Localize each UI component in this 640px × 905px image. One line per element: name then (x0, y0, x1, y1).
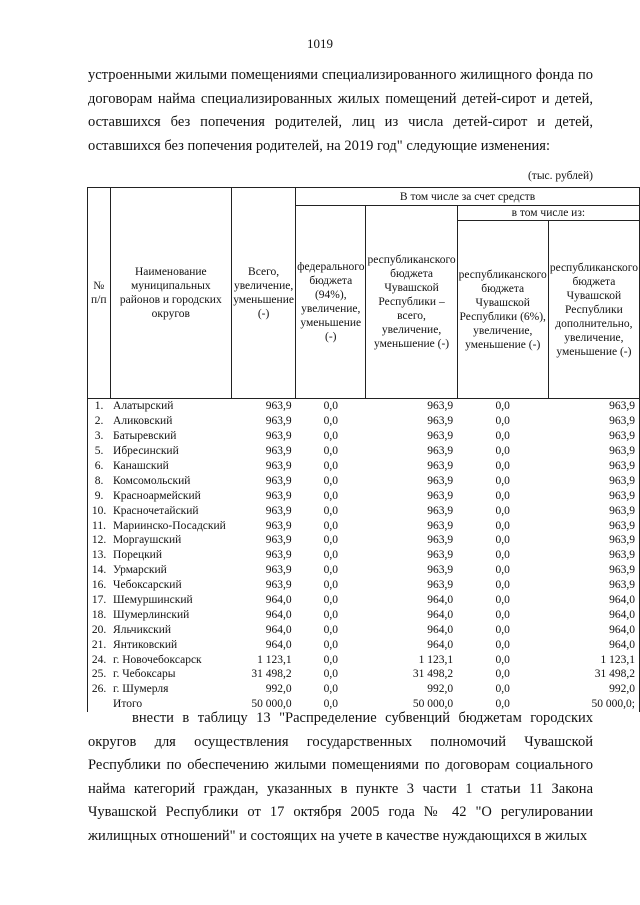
row-republic: 963,9 (427, 474, 454, 487)
row-republic: 963,9 (427, 549, 454, 562)
row-repextra: 963,9 (609, 489, 635, 502)
row-repextra: 963,9 (609, 445, 635, 458)
table-row (88, 652, 640, 667)
row-republic: 963,9 (427, 564, 454, 577)
row-federal: 0,0 (323, 504, 338, 517)
row-total: 963,9 (265, 504, 292, 517)
row-republic: 964,0 (427, 638, 454, 651)
row-number: 17. (91, 594, 107, 607)
row-number: 18. (91, 608, 107, 621)
row-rep6: 0,0 (495, 549, 510, 562)
row-total: 963,9 (265, 549, 292, 562)
row-rep6: 0,0 (495, 623, 510, 636)
row-republic: 963,9 (427, 430, 454, 443)
header-republic: республиканского бюджета Чувашской Республики – всего, увеличение, уменьшение (-) (366, 206, 457, 399)
row-total: 963,9 (265, 445, 292, 458)
row-federal: 0,0 (323, 445, 338, 458)
table-row (88, 593, 640, 608)
table-row (88, 488, 640, 503)
row-federal: 0,0 (323, 474, 338, 487)
row-total: 963,9 (265, 474, 292, 487)
row-total: 963,9 (265, 519, 292, 532)
row-total: 964,0 (265, 594, 292, 607)
table-row (88, 622, 640, 637)
row-repextra: 963,9 (609, 549, 635, 562)
header-total: Всего, увеличение, уменьшение (-) (232, 188, 296, 399)
row-number: 2. (94, 415, 104, 428)
row-repextra: 963,9 (609, 430, 635, 443)
row-name: Алатырский (113, 400, 174, 413)
row-federal: 0,0 (323, 594, 338, 607)
row-name: Красноармейский (113, 489, 201, 502)
row-republic: 964,0 (427, 608, 454, 621)
table-row (88, 563, 640, 578)
row-repextra: 963,9 (609, 579, 635, 592)
row-republic: 50 000,0 (412, 698, 454, 711)
table-row (88, 444, 640, 459)
row-repextra: 31 498,2 (594, 668, 635, 681)
row-federal: 0,0 (323, 519, 338, 532)
row-total: 992,0 (265, 683, 292, 696)
row-republic: 1 123,1 (418, 653, 454, 666)
row-name: г. Чебоксары (113, 668, 176, 681)
row-federal: 0,0 (323, 549, 338, 562)
row-rep6: 0,0 (495, 519, 510, 532)
row-repextra: 992,0 (609, 683, 635, 696)
row-name: Канашский (113, 460, 169, 472)
row-republic: 992,0 (427, 683, 454, 696)
row-name: Яльчикский (113, 623, 172, 636)
row-name: Янтиковский (113, 638, 178, 651)
row-name: Чебоксарский (113, 579, 182, 592)
row-federal: 0,0 (323, 683, 338, 696)
row-rep6: 0,0 (495, 594, 510, 607)
row-rep6: 0,0 (495, 579, 510, 592)
row-rep6: 0,0 (495, 683, 510, 696)
row-name: Комсомольский (113, 474, 191, 487)
row-repextra: 50 000,0; (591, 698, 635, 711)
row-number: 24. (91, 653, 107, 666)
row-total: 963,9 (265, 564, 292, 577)
row-republic: 963,9 (427, 579, 454, 592)
row-federal: 0,0 (323, 668, 338, 681)
row-name: Моргаушский (113, 534, 182, 547)
row-rep6: 0,0 (495, 489, 510, 502)
row-repextra: 963,9 (609, 504, 635, 517)
table-row (88, 473, 640, 488)
row-name: г. Шумерля (113, 683, 169, 696)
row-federal: 0,0 (323, 608, 338, 621)
row-federal: 0,0 (323, 400, 338, 413)
row-repextra: 963,9 (609, 474, 635, 487)
row-repextra: 963,9 (609, 400, 635, 413)
row-rep6: 0,0 (495, 668, 510, 681)
header-group: В том числе за счет средств (296, 188, 640, 206)
row-number: 5. (94, 445, 104, 458)
row-number: 8. (94, 474, 104, 487)
row-federal: 0,0 (323, 638, 338, 651)
intro-paragraph: устроенными жилыми помещениями специализированного жилищного фонда по договорам найма специализированных жилых помещений детей-сирот и детей, оставшихся без попечения родителей, лиц из числа детей-сирот и детей, оставшихся без попечения родителей, на 2019 год" следующие изменения: (88, 67, 593, 154)
table-row (88, 503, 640, 518)
row-total: 963,9 (265, 400, 292, 413)
row-republic: 964,0 (427, 623, 454, 636)
row-total: 963,9 (265, 415, 292, 428)
closing-paragraph: внести в таблицу 13 "Распределение субвенций бюджетам городских округов для осуществления государственных полномочий Чувашской Республики по обеспечению жилыми помещениями по договорам социального найма категорий граждан, указанных в пункте 3 части 1 статьи 11 Закона Чувашской Республики от 17 октября 2005 года № 42 "О регулировании жилищных отношений" и состоящих на учете в качестве нуждающихся в жилых (88, 710, 593, 844)
row-republic: 963,9 (427, 460, 454, 472)
row-republic: 963,9 (427, 534, 454, 547)
row-number: 9. (94, 489, 104, 502)
row-total: 1 123,1 (257, 653, 292, 666)
row-repextra: 963,9 (609, 519, 635, 532)
row-name: г. Новочебоксарск (113, 653, 202, 666)
table-row (88, 429, 640, 444)
row-republic: 963,9 (427, 415, 454, 428)
table-row (88, 414, 640, 429)
header-federal: федерального бюджета (94%), увеличение, уменьшение (-) (296, 206, 366, 399)
header-rep6: республиканского бюджета Чувашской Республики (6%), увеличение, уменьшение (-) (457, 221, 548, 399)
row-rep6: 0,0 (495, 608, 510, 621)
row-rep6: 0,0 (495, 638, 510, 651)
header-subgroup: в том числе из: (457, 206, 639, 221)
row-number: 20. (91, 623, 107, 636)
subsidy-table (87, 187, 640, 712)
row-name: Аликовский (113, 415, 173, 428)
row-number: 1. (94, 400, 104, 413)
row-republic: 963,9 (427, 519, 454, 532)
row-republic: 964,0 (427, 594, 454, 607)
row-total: 964,0 (265, 638, 292, 651)
row-total: 964,0 (265, 623, 292, 636)
row-federal: 0,0 (323, 489, 338, 502)
table-row (88, 399, 640, 414)
row-repextra: 964,0 (609, 594, 635, 607)
header-repextra: республиканского бюджета Чувашской Республики дополнительно, увеличение, уменьшение (-) (548, 221, 639, 399)
row-rep6: 0,0 (495, 534, 510, 547)
row-rep6: 0,0 (495, 474, 510, 487)
row-repextra: 963,9 (609, 564, 635, 577)
row-name: Порецкий (113, 549, 162, 562)
row-rep6: 0,0 (495, 504, 510, 517)
row-rep6: 0,0 (495, 564, 510, 577)
row-rep6: 0,0 (495, 400, 510, 413)
header-num: № п/п (88, 188, 111, 399)
table-row (88, 578, 640, 593)
row-total: 963,9 (265, 460, 292, 472)
row-federal: 0,0 (323, 415, 338, 428)
row-number: 10. (91, 504, 107, 517)
row-name: Батыревский (113, 430, 177, 443)
row-repextra: 963,9 (609, 415, 635, 428)
row-total: 963,9 (265, 534, 292, 547)
row-republic: 31 498,2 (412, 668, 454, 681)
row-number: 13. (91, 549, 107, 562)
row-name: Шумерлинский (113, 608, 190, 621)
row-republic: 963,9 (427, 445, 454, 458)
page-number: 1019 (307, 36, 333, 51)
row-number: 21. (91, 638, 107, 651)
table-body (88, 399, 640, 712)
table-row (88, 607, 640, 622)
row-federal: 0,0 (323, 653, 338, 666)
row-rep6: 0,0 (495, 460, 510, 472)
row-total: 963,9 (265, 489, 292, 502)
row-total: 31 498,2 (251, 668, 292, 681)
row-repextra: 964,0 (609, 608, 635, 621)
row-federal: 0,0 (323, 579, 338, 592)
row-federal: 0,0 (323, 698, 338, 711)
row-repextra: 1 123,1 (600, 653, 635, 666)
table-header (88, 188, 640, 399)
row-number: 25. (91, 668, 107, 681)
row-federal: 0,0 (323, 430, 338, 443)
table-row (88, 533, 640, 548)
row-name: Шемуршинский (113, 594, 193, 607)
row-total: 963,9 (265, 430, 292, 443)
row-name: Мариинско-Посадский (113, 519, 226, 532)
row-repextra: 963,9 (609, 460, 635, 472)
row-federal: 0,0 (323, 460, 338, 472)
row-rep6: 0,0 (495, 430, 510, 443)
row-repextra: 963,9 (609, 534, 635, 547)
row-number: 11. (92, 519, 106, 532)
row-name: Урмарский (113, 564, 167, 577)
row-rep6: 0,0 (495, 653, 510, 666)
row-name: Ибресинский (113, 445, 179, 458)
table-row (88, 637, 640, 652)
row-number: 3. (94, 430, 104, 443)
row-federal: 0,0 (323, 534, 338, 547)
row-republic: 963,9 (427, 400, 454, 413)
row-number: 12. (91, 534, 107, 547)
row-total: 963,9 (265, 579, 292, 592)
row-number: 16. (91, 579, 107, 592)
row-republic: 963,9 (427, 489, 454, 502)
row-federal: 0,0 (323, 623, 338, 636)
table-row (88, 548, 640, 563)
row-number: 26. (91, 683, 107, 696)
row-name: Итого (113, 698, 143, 711)
units-label: (тыс. рублей) (527, 170, 593, 182)
row-number: 6. (94, 460, 104, 472)
subsidy-table-wrapper (87, 187, 640, 712)
row-name: Красночетайский (113, 504, 199, 517)
row-repextra: 964,0 (609, 623, 635, 636)
row-number: 14. (91, 564, 107, 577)
row-rep6: 0,0 (495, 698, 510, 711)
row-repextra: 964,0 (609, 638, 635, 651)
row-total: 964,0 (265, 608, 292, 621)
table-row (88, 682, 640, 697)
row-federal: 0,0 (323, 564, 338, 577)
row-rep6: 0,0 (495, 415, 510, 428)
row-total: 50 000,0 (251, 698, 292, 711)
table-row (88, 459, 640, 474)
table-row (88, 667, 640, 682)
row-republic: 963,9 (427, 504, 454, 517)
header-name: Наименование муниципальных районов и городских округов (110, 188, 232, 399)
row-rep6: 0,0 (495, 445, 510, 458)
table-row (88, 518, 640, 533)
